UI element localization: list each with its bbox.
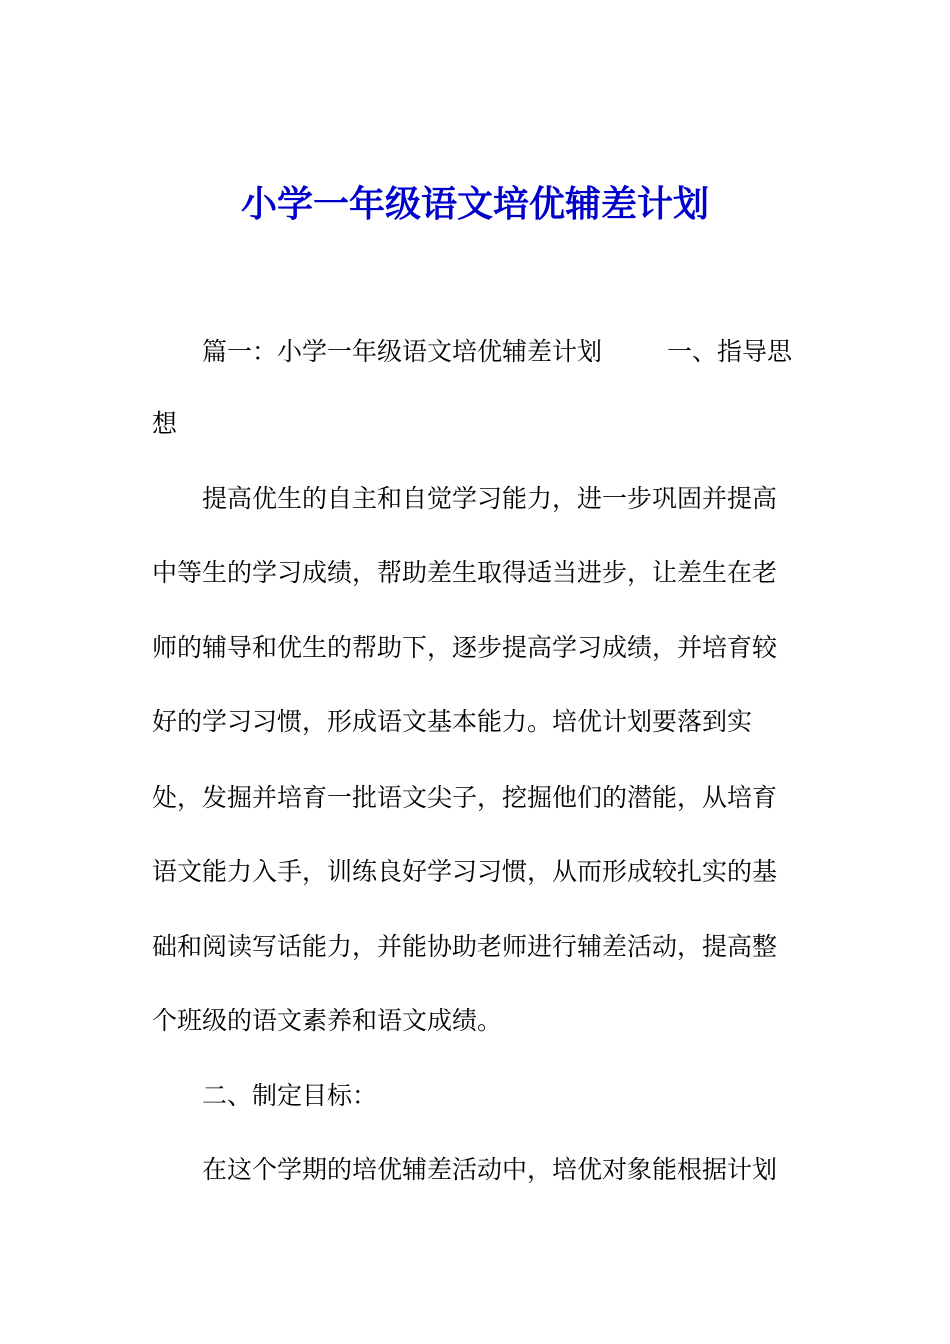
paragraph-line: 中等生的学习成绩，帮助差生取得适当进步，让差生在老 [152,558,778,587]
section-heading-part: 一、指导思 [666,337,792,366]
paragraph-line: 础和阅读写话能力，并能协助老师进行辅差活动，提高整 [152,932,778,961]
paragraph-line: 语文能力入手，训练良好学习习惯，从而形成较扎实的基 [152,857,778,886]
paragraph-line: 好的学习习惯，形成语文基本能力。培优计划要落到实 [152,707,753,736]
document-title: 小学一年级语文培优辅差计划 [240,183,709,225]
paragraph-line: 提高优生的自主和自觉学习能力，进一步巩固并提高 [202,484,778,513]
paragraph-line: 师的辅导和优生的帮助下，逐步提高学习成绩，并培育较 [152,633,778,662]
section-heading-part: 篇一：小学一年级语文培优辅差计划 [202,337,603,366]
paragraph-line: 在这个学期的培优辅差活动中，培优对象能根据计划 [202,1155,778,1184]
paragraph-line: 想 [152,409,178,438]
section-heading: 二、制定目标： [202,1081,378,1110]
paragraph-line [202,334,792,370]
paragraph-line: 个班级的语文素养和语文成绩。 [152,1006,503,1035]
paragraph-line: 处，发掘并培育一批语文尖子，挖掘他们的潜能，从培育 [152,783,778,812]
